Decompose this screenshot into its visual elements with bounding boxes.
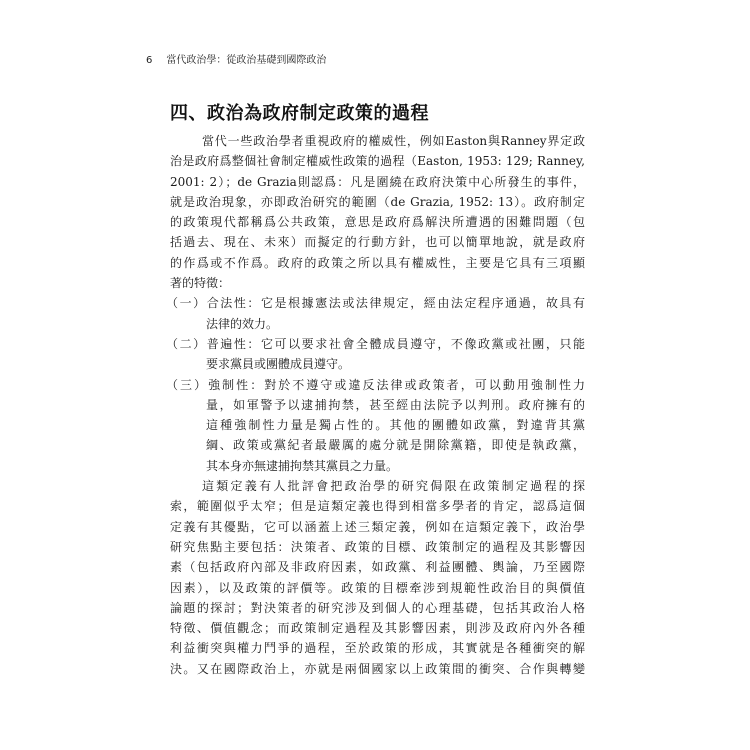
body-text <box>166 131 585 679</box>
text-line: 特徵、價值觀念；而政策制定過程及其影響因素，則涉及政府內外各種 <box>170 621 585 636</box>
text-line: 這種強制性力量是獨占性的。其他的團體如政黨，對違背其黨 <box>206 418 585 433</box>
text-line: 括過去、現在、未來）而擬定的行動方針，也可以簡單地說，就是政府 <box>170 235 585 250</box>
text-line: 利益衝突與權力鬥爭的過程，至於政策的形成，其實就是各種衝突的解 <box>170 641 585 656</box>
page-number: 6 <box>146 55 153 66</box>
text-line: 要求黨員或團體成員遵守。 <box>206 357 351 372</box>
text-line: 因素），以及政策的評價等。政策的目標牽涉到規範性政治目的與價值 <box>170 580 585 595</box>
text-line: 著的特徵： <box>170 276 231 291</box>
text-line: 論題的探討；對決策者的研究涉及到個人的心理基礎，包括其政治人格 <box>170 600 585 615</box>
text-line: 這類定義有人批評會把政治學的研究侷限在政策制定過程的探 <box>202 479 585 494</box>
feature-item-coercion <box>166 375 585 476</box>
text-line: 決。又在國際政治上，亦就是兩個國家以上政策間的衝突、合作與轉變 <box>170 661 585 676</box>
text-line: 綱、政策或黨紀者最嚴厲的處分就是開除黨籍，即使是執政黨， <box>206 438 585 453</box>
text-line: （三）強制性：對於不遵守或違反法律或政策者，可以動用強制性力 <box>166 377 585 392</box>
feature-item-legality <box>166 293 585 334</box>
section-heading: 四、政治為政府制定政策的過程 <box>170 103 429 124</box>
text-line: 當代一些政治學者重視政府的權威性，例如Easton與Ranney界定政 <box>202 134 585 148</box>
text-line: 定義有其優點，它可以涵蓋上述三類定義，例如在這類定義下，政治學 <box>170 519 585 534</box>
feature-list <box>166 293 585 476</box>
text-line: 研究焦點主要包括：決策者、政策的目標、政策制定的過程及其影響因 <box>170 539 585 554</box>
text-line: 量，如軍警予以逮捕拘禁，甚至經由法院予以判刑。政府擁有的 <box>206 397 585 412</box>
text-line: 素（包括政府內部及非政府因素，如政黨、利益團體、輿論，乃至國際 <box>170 560 585 575</box>
text-line: 就是政治現象，亦即政治研究的範圍（de Grazia, 1952: 13）。政府制定 <box>170 194 585 209</box>
paragraph-critique <box>170 476 585 679</box>
text-line: （一）合法性：它是根據憲法或法律規定，經由法定程序通過，故具有 <box>166 296 585 311</box>
running-header <box>146 51 326 66</box>
text-line: 2001: 2）；de Grazia則認爲：凡是圍繞在政府決策中心所發生的事件， <box>170 174 585 189</box>
running-title: 當代政治學：從政治基礎到國際政治 <box>166 55 327 66</box>
text-line: （二）普遍性：它可以要求社會全體成員遵守，不像政黨或社團，只能 <box>166 336 585 351</box>
feature-item-universality <box>166 334 585 375</box>
text-line: 法律的效力。 <box>206 316 279 331</box>
text-line: 的作爲或不作爲。政府的政策之所以具有權威性，主要是它具有三項顯 <box>170 255 585 270</box>
text-line: 治是政府爲整個社會制定權威性政策的過程（Easton, 1953: 129; Ranney, <box>170 154 585 169</box>
text-line: 的政策現代都稱爲公共政策，意思是政府爲解決所遭遇的困難問題（包 <box>170 215 585 230</box>
text-line: 其本身亦無逮捕拘禁其黨員之力量。 <box>206 458 399 473</box>
text-line: 索，範圍似乎太窄；但是這類定義也得到相當多學者的肯定，認爲這個 <box>170 499 585 514</box>
paragraph-definition <box>170 131 585 293</box>
